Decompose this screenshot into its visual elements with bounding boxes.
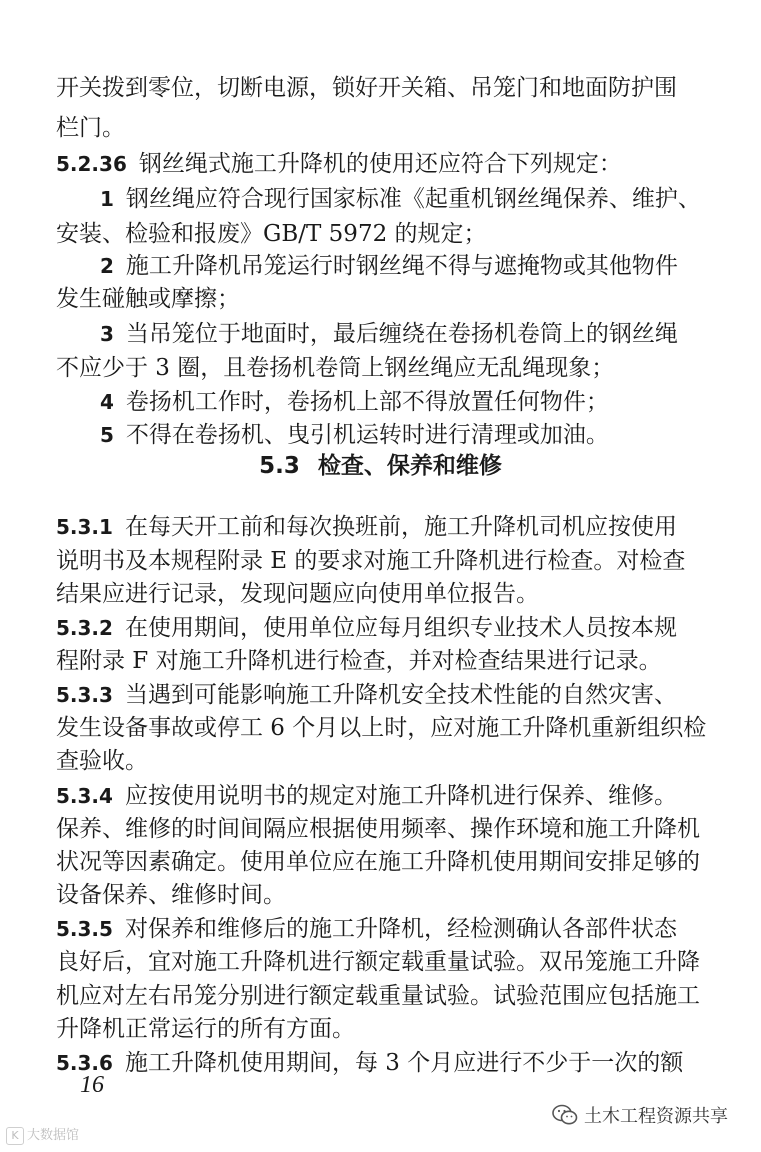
clause-number: 5.3.6 (56, 1051, 113, 1075)
text-line: 状况等因素确定。使用单位应在施工升降机使用期间安排足够的 (56, 849, 700, 875)
text-line: 机应对左右吊笼分别进行额定载重量试验。试验范围应包括施工 (56, 983, 700, 1009)
text-line: 栏门。 (56, 115, 125, 141)
clause-5-2-36: 5.2.36 钢丝绳式施工升降机的使用还应符合下列规定： (56, 151, 622, 177)
text-line: 发生设备事故或停工 6 个月以上时，应对施工升降机重新组织检 (56, 715, 707, 741)
text-line: 结果应进行记录，发现问题应向使用单位报告。 (56, 581, 539, 607)
clause-number: 5.3.4 (56, 784, 113, 808)
watermark-label: 土木工程资源共享 (584, 1106, 728, 1127)
text-line: 不应少于 3 圈，且卷扬机卷筒上钢丝绳应无乱绳现象； (56, 355, 615, 381)
page-number: 16 (80, 1072, 104, 1098)
list-item-4: 4 卷扬机工作时，卷扬机上部不得放置任何物件； (100, 389, 609, 415)
section-title: 检查、保养和维修 (317, 453, 502, 479)
wechat-icon (552, 1104, 578, 1126)
text-line: 保养、维修的时间间隔应根据使用频率、操作环境和施工升降机 (56, 816, 700, 842)
clause-number: 5.3.3 (56, 683, 113, 707)
text-line: 安装、检验和报废》GB/T 5972 的规定； (56, 221, 487, 247)
text-line: 良好后，宜对施工升降机进行额定载重量试验。双吊笼施工升降 (56, 949, 700, 975)
text-line: 开关拨到零位，切断电源，锁好开关箱、吊笼门和地面防护围 (56, 75, 677, 101)
clause-5-3-2: 5.3.2 在使用期间，使用单位应每月组织专业技术人员按本规 (56, 615, 677, 641)
clause-5-3-3: 5.3.3 当遇到可能影响施工升降机安全技术性能的自然灾害、 (56, 682, 677, 708)
clause-5-3-5: 5.3.5 对保养和维修后的施工升降机，经检测确认各部件状态 (56, 916, 677, 942)
clause-5-3-6: 5.3.6 施工升降机使用期间，每 3 个月应进行不少于一次的额 (56, 1050, 684, 1076)
section-number: 5.3 (259, 453, 300, 479)
clause-number: 5.3.2 (56, 616, 113, 640)
text-line: 升降机正常运行的所有方面。 (56, 1016, 355, 1042)
item-number: 4 (100, 390, 114, 414)
text-line: 程附录 F 对施工升降机进行检查，并对检查结果进行记录。 (56, 648, 662, 674)
text-line: 说明书及本规程附录 E 的要求对施工升降机进行检查。对检查 (56, 548, 686, 574)
item-number: 3 (100, 322, 114, 346)
item-number: 1 (100, 187, 114, 211)
text-line: 查验收。 (56, 748, 148, 774)
list-item-1: 1 钢丝绳应符合现行国家标准《起重机钢丝绳保养、维护、 (100, 186, 701, 212)
list-item-5: 5 不得在卷扬机、曳引机运转时进行清理或加油。 (100, 422, 609, 448)
item-number: 5 (100, 423, 114, 447)
clause-number: 5.2.36 (56, 152, 127, 176)
item-number: 2 (100, 254, 114, 278)
text-line: 发生碰触或摩擦； (56, 286, 240, 312)
watermark-logo-icon: K (6, 1127, 24, 1145)
list-item-3: 3 当吊笼位于地面时，最后缠绕在卷扬机卷筒上的钢丝绳 (100, 321, 678, 347)
watermark-right (552, 1102, 728, 1128)
list-item-2: 2 施工升降机吊笼运行时钢丝绳不得与遮掩物或其他物件 (100, 253, 678, 279)
clause-number: 5.3.5 (56, 917, 113, 941)
section-heading (0, 450, 761, 482)
clause-number: 5.3.1 (56, 515, 113, 539)
watermark-left: K 大数据馆 (6, 1124, 79, 1145)
clause-5-3-1: 5.3.1 在每天开工前和每次换班前，施工升降机司机应按使用 (56, 514, 677, 540)
clause-5-3-4: 5.3.4 应按使用说明书的规定对施工升降机进行保养、维修。 (56, 783, 677, 809)
text-line: 设备保养、维修时间。 (56, 882, 286, 908)
